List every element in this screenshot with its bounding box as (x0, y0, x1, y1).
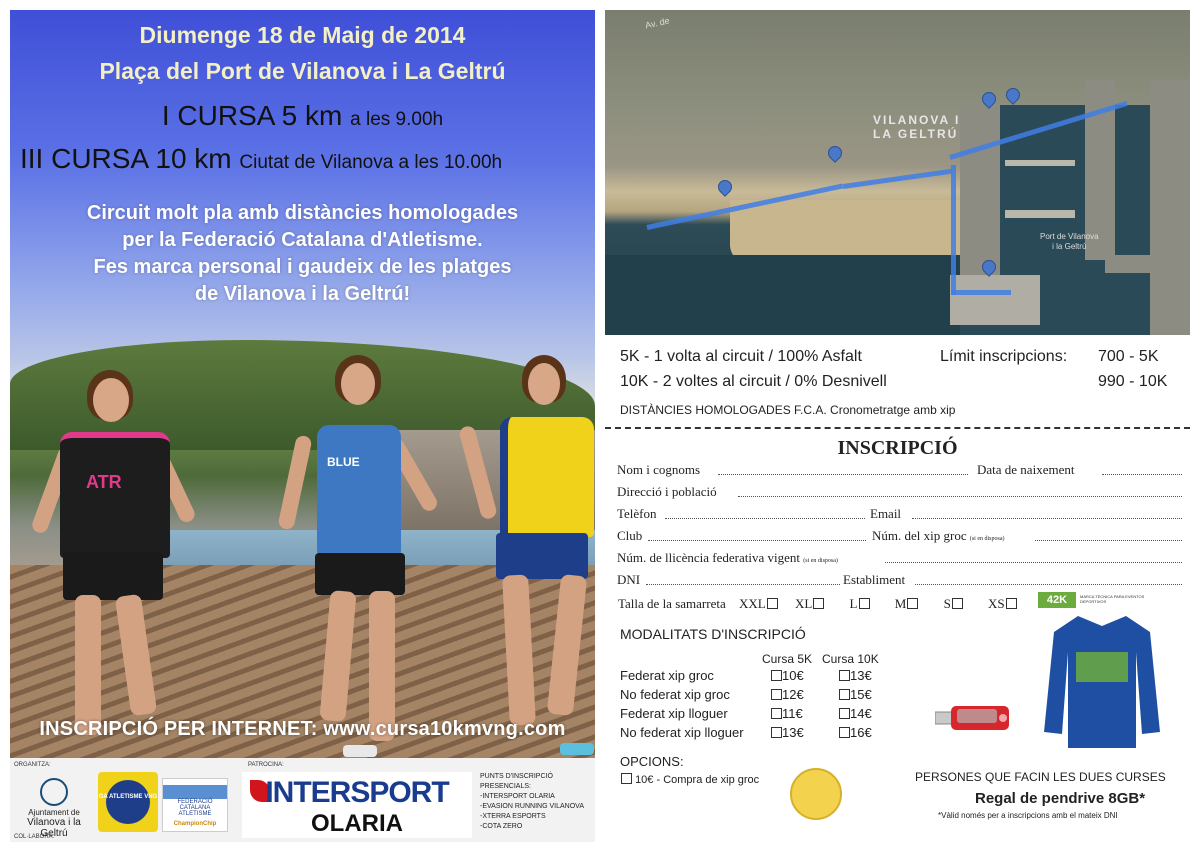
point-item: -INTERSPORT OLARIA (480, 793, 555, 800)
checkbox-icon[interactable] (839, 708, 850, 719)
birthdate-field[interactable] (1102, 464, 1182, 475)
gift-conditions: *Vàlid només per a inscripcions amb el mateix DNI (938, 811, 1118, 820)
checkbox-icon[interactable] (813, 598, 824, 609)
store-field[interactable] (915, 574, 1182, 585)
ajuntament-line2: Vilanova i la Geltrú (27, 817, 81, 839)
club-field[interactable] (648, 530, 866, 541)
limit-10k: 990 - 10K (1098, 373, 1168, 390)
shirt-size-row (618, 596, 1017, 612)
poster-place: Plaça del Port de Vilanova i La Geltrú (99, 58, 506, 84)
email-label: Email (870, 506, 902, 521)
race-tshirt-image (1038, 592, 1166, 752)
modality-label: No federat xip lloguer (620, 725, 744, 740)
route-map (605, 10, 1190, 335)
olaria-text: OLARIA (311, 810, 403, 837)
brand-42k-tagline: MARCA TÈCNICA PARA EVENTOS DEPORTIVOS (1080, 594, 1145, 604)
pendrive-gift: Regal de pendrive 8GB* (975, 790, 1146, 807)
runner-shirt-text: BLUE (327, 455, 360, 469)
shirt-size-label: Talla de la samarreta (618, 596, 726, 611)
brand-42k-logo: 42K (1038, 592, 1076, 608)
cut-line (605, 427, 1190, 429)
name-label: Nom i cognoms (617, 462, 701, 477)
address-label: Direcció i població (617, 484, 717, 499)
point-item: -XTERRA ESPORTS (480, 813, 546, 820)
distance-5k-info: 5K - 1 volta al circuit / 100% Asfalt (620, 348, 862, 365)
poster-race-5k (10, 100, 595, 132)
map-town-label: VILANOVA I LA GELTRÚ (873, 113, 961, 141)
map-port-label: Port de Vilanova i la Geltrú (1040, 232, 1099, 251)
size-option-xxl[interactable]: XXL (739, 596, 778, 611)
checkbox-icon[interactable] (771, 689, 782, 700)
license-label: Núm. de llicència federativa vigent (si en disposa) (617, 550, 838, 565)
map-pin-icon[interactable] (827, 146, 841, 164)
size-option-xl[interactable]: XL (795, 596, 824, 611)
dni-field[interactable] (646, 574, 840, 585)
price-5k-option[interactable]: 10€ (770, 668, 804, 683)
price-5k-option[interactable]: 13€ (770, 725, 804, 740)
patrocina-label: PATROCINA: (248, 762, 284, 768)
medal-logo-icon (790, 768, 842, 820)
map-pin-icon[interactable] (981, 92, 995, 110)
homologation-note: DISTÀNCIES HOMOLOGADES F.C.A. Cronometratge amb xip (620, 403, 956, 417)
map-pin-icon[interactable] (981, 260, 995, 278)
organitza-label: ORGANITZA: (14, 762, 51, 768)
poster-date: Diumenge 18 de Maig de 2014 (139, 22, 466, 48)
size-option-m[interactable]: M (895, 596, 919, 611)
modality-label: Federat xip groc (620, 668, 714, 683)
fca-text: FEDERACIÓ CATALANA ATLETISME (177, 799, 213, 817)
checkbox-icon[interactable] (907, 598, 918, 609)
desc-line: Circuit molt pla amb distàncies homologades (86, 202, 519, 224)
col-10k-header: Cursa 10K (822, 652, 879, 666)
fca-logo (162, 778, 228, 832)
price-5k-option[interactable]: 11€ (770, 706, 803, 721)
race-10k-title: III CURSA 10 km (20, 143, 232, 174)
limit-5k: 700 - 5K (1098, 348, 1159, 365)
dni-label: DNI (617, 572, 641, 587)
club-label: Club (617, 528, 643, 543)
route-line (843, 169, 953, 189)
athletics-club-logo (98, 772, 158, 832)
map-pin-icon[interactable] (717, 180, 731, 198)
email-field[interactable] (912, 508, 1182, 519)
desc-line: per la Federació Catalana d'Atletisme. (122, 229, 483, 251)
tshirt-icon (1038, 612, 1166, 752)
runner-left (45, 370, 185, 760)
map-pin-icon[interactable] (1005, 88, 1019, 106)
runner-shirt-text: ATR (86, 472, 122, 492)
store-label: Establiment (843, 572, 906, 587)
online-registration-link[interactable]: INSCRIPCIÓ PER INTERNET: www.cursa10kmvng.com (39, 718, 566, 740)
pendrive-icon (935, 700, 1015, 734)
chip-purchase-option[interactable]: 10€ - Compra de xip groc (620, 773, 759, 786)
runner-right (470, 355, 595, 765)
intersport-logo (242, 772, 472, 838)
checkbox-icon[interactable] (621, 773, 632, 784)
chip-field[interactable] (1035, 530, 1182, 541)
collabora-label: COL·LABORA: (14, 834, 55, 840)
point-item: -EVASION RUNNING VILANOVA (480, 803, 584, 810)
championchip-text: ChampionChip (173, 821, 217, 827)
address-field[interactable] (738, 486, 1182, 497)
point-item: -COTA ZERO (480, 823, 523, 830)
desc-line: Fes marca personal i gaudeix de les platges (93, 256, 512, 278)
fca-swoosh-icon (163, 785, 227, 799)
col-5k-header: Cursa 5K (762, 652, 813, 666)
options-title: OPCIONS: (620, 754, 684, 769)
registration-points (480, 772, 595, 832)
checkbox-icon[interactable] (771, 727, 782, 738)
license-field[interactable] (885, 552, 1182, 563)
points-title: PUNTS D'INSCRIPCIÓ PRESENCIALS: (480, 773, 553, 790)
map-street-label: Av. de (644, 15, 671, 31)
distance-10k-info: 10K - 2 voltes al circuit / 0% Desnivell (620, 373, 887, 390)
race-poster (10, 10, 595, 842)
race-5k-title: I CURSA 5 km (161, 100, 343, 131)
size-option-s[interactable]: S (944, 596, 963, 611)
modality-label: Federat xip lloguer (620, 706, 728, 721)
route-line (951, 290, 1011, 295)
route-line (951, 165, 956, 295)
form-title: INSCRIPCIÓ (837, 437, 958, 459)
phone-label: Telèfon (617, 506, 657, 521)
price-5k-option[interactable]: 12€ (770, 687, 804, 702)
intersport-brand: INTERSPORT (265, 776, 449, 809)
price-10k-option[interactable]: 15€ (838, 687, 872, 702)
runner-middle (285, 355, 425, 755)
checkbox-icon[interactable] (839, 670, 850, 681)
birthdate-label: Data de naixement (977, 462, 1075, 477)
name-field[interactable] (718, 464, 968, 475)
phone-field[interactable] (665, 508, 865, 519)
limit-label: Límit inscripcions: (940, 348, 1068, 365)
race-5k-time: a les 9.00h (350, 109, 444, 130)
checkbox-icon[interactable] (952, 598, 963, 609)
checkbox-icon[interactable] (771, 670, 782, 681)
runner-emblem-icon (106, 780, 150, 824)
chip-label: Núm. del xip groc (si en disposa) (872, 528, 1005, 543)
checkbox-icon[interactable] (771, 708, 782, 719)
poster-description (10, 200, 595, 308)
checkbox-icon[interactable] (839, 727, 850, 738)
desc-line: de Vilanova i la Geltrú! (194, 283, 411, 305)
checkbox-icon[interactable] (839, 689, 850, 700)
club-logo-text: GA ATLETISME VNG (98, 794, 158, 800)
size-option-xs[interactable]: XS (988, 596, 1017, 611)
city-emblem-icon (40, 778, 68, 806)
price-10k-option[interactable]: 14€ (838, 706, 872, 721)
checkbox-icon[interactable] (859, 598, 870, 609)
sponsor-bar (10, 758, 595, 842)
checkbox-icon[interactable] (1006, 598, 1017, 609)
poster-race-10k (20, 143, 595, 175)
modality-label: No federat xip groc (620, 687, 730, 702)
ajuntament-line1: Ajuntament de (28, 808, 80, 817)
modalitats-title: MODALITATS D'INSCRIPCIÓ (620, 626, 806, 642)
both-races-note: PERSONES QUE FACIN LES DUES CURSES (915, 770, 1166, 784)
race-10k-time: Ciutat de Vilanova a les 10.00h (239, 152, 503, 173)
price-10k-option[interactable]: 16€ (838, 725, 872, 740)
size-option-l[interactable]: L (850, 596, 870, 611)
price-10k-option[interactable]: 13€ (838, 668, 872, 683)
checkbox-icon[interactable] (767, 598, 778, 609)
